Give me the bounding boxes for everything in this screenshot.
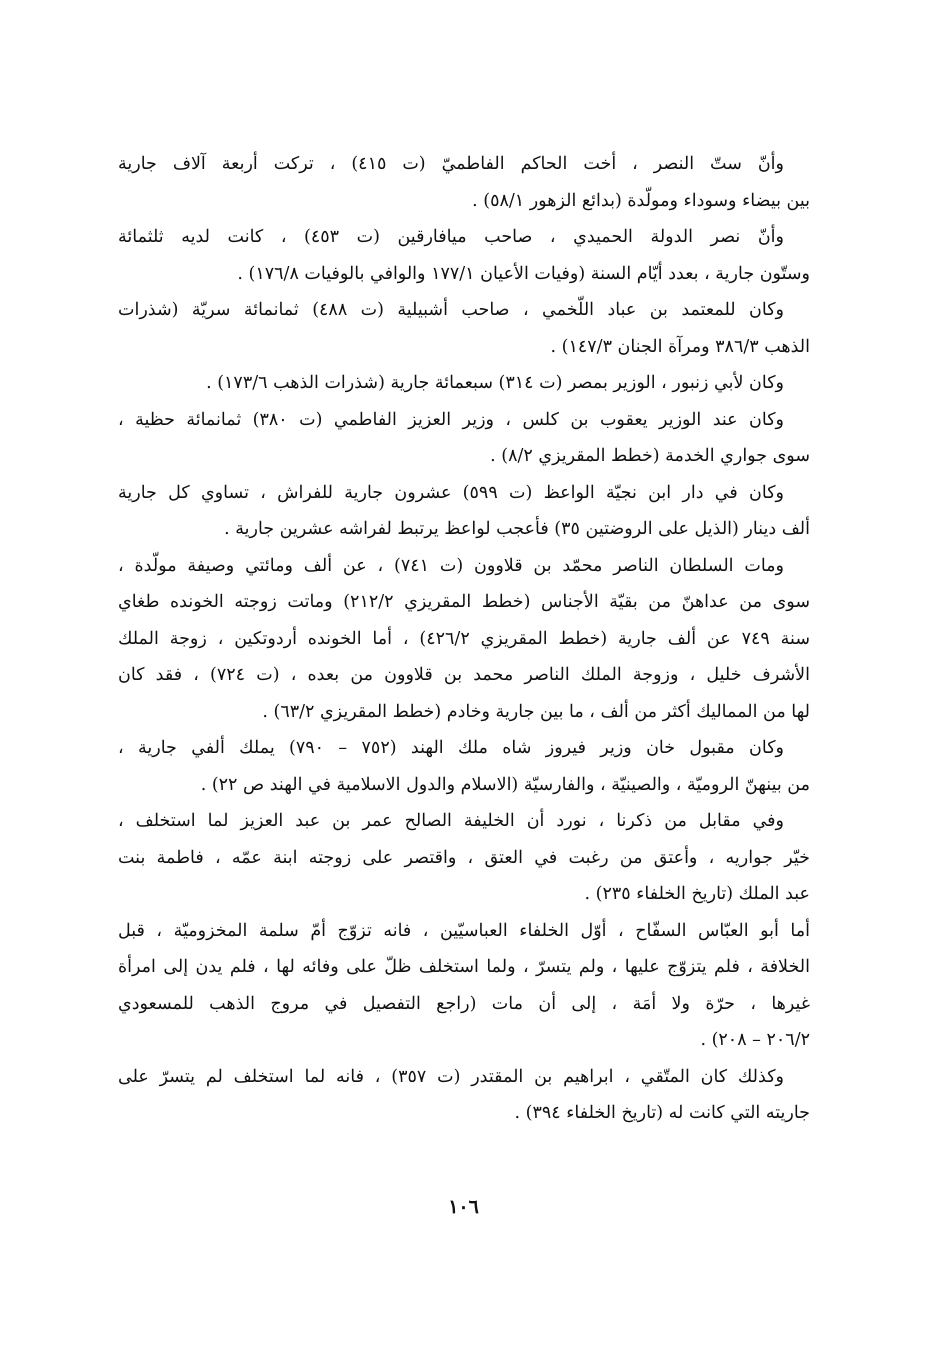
text-line: خيّر جواريه ، وأعتق من رغبت في العتق ، واقتصر على زوجته ابنة عمّه ، فاطمة بنت bbox=[118, 847, 810, 868]
text-line: وكان للمعتمد بن عباد اللّخمي ، صاحب أشبيلية (ت ٤٨٨) ثمانمائة سريّة (شذرات bbox=[118, 300, 784, 320]
text-line: وكان لأبي زنبور ، الوزير بمصر (ت ٣١٤) سبعمائة جارية (شذرات الذهب ١٧٣/٦) . bbox=[206, 373, 784, 393]
text-line: بين بيضاء وسوداء ومولّدة (بدائع الزهور ٥٨/١) . bbox=[472, 190, 810, 211]
text-line: ٢٠٦/٢ – ٢٠٨) . bbox=[700, 1030, 810, 1050]
text-line: ومات السلطان الناصر محمّد بن قلاوون (ت ٧٤١) ، عن ألف ومائتي وصيفة مولّدة ، bbox=[118, 555, 784, 576]
text-line: وكان عند الوزير يعقوب بن كلس ، وزير العزيز الفاطمي (ت ٣٨٠) ثمانمائة حظية ، bbox=[118, 409, 784, 430]
text-line: وكذلك كان المتّقي ، ابراهيم بن المقتدر (ت ٣٥٧) ، فانه لما استخلف لم يتسرّ على bbox=[118, 1066, 784, 1087]
text-line: وأنّ ستّ النصر ، أخت الحاكم الفاطميّ (ت ٤١٥) ، تركت أربعة آلاف جارية bbox=[118, 154, 784, 174]
text-line: وكان مقبول خان وزير فيروز شاه ملك الهند (٧٥٢ – ٧٩٠) يملك ألفي جارية ، bbox=[118, 738, 784, 758]
text-line: سوى من عداهنّ من بقيّة الأجناس (خطط المقريزي ٢١٢/٢) وماتت زوجته الخونده طغاي bbox=[118, 592, 810, 612]
text-line: الخلافة ، فلم يتزوّج عليها ، ولم يتسرّ ، ولما استخلف ظلّ على وفائه لها ، فلم يدن إلى امرأة bbox=[118, 957, 810, 977]
text-line: جاريته التي كانت له (تاريخ الخلفاء ٣٩٤) . bbox=[514, 1103, 810, 1123]
page-number: ١٠٦ bbox=[448, 1196, 479, 1218]
text-line: وأنّ نصر الدولة الحميدي ، صاحب ميافارقين (ت ٤٥٣) ، كانت لديه ثلثمائة bbox=[118, 227, 784, 247]
text-line: عبد الملك (تاريخ الخلفاء ٢٣٥) . bbox=[584, 884, 810, 904]
text-line: وكان في دار ابن نجيّة الواعظ (ت ٥٩٩) عشرون جارية للفراش ، تساوي كل جارية bbox=[118, 482, 784, 503]
text-line: وستّون جارية ، بعدد أيّام السنة (وفيات الأعيان ١٧٧/١ والوافي بالوفيات ١٧٦/٨) . bbox=[237, 263, 810, 284]
text-line: الذهب ٣٨٦/٣ ومرآة الجنان ١٤٧/٣) . bbox=[550, 336, 810, 357]
text-line: وفي مقابل من ذكرنا ، نورد أن الخليفة الصالح عمر بن عبد العزيز لما استخلف ، bbox=[118, 811, 784, 831]
text-line: من بينهنّ الروميّة ، والصينيّة ، والفارسيّة (الاسلام والدول الاسلامية في الهند ص ٢٢) . bbox=[200, 774, 810, 795]
text-line: أما أبو العبّاس السفّاح ، أوّل الخلفاء العباسيّين ، فانه تزوّج أمّ سلمة المخزوميّة ، قبل bbox=[118, 920, 810, 941]
text-line: غيرها ، حرّة ولا أمَة ، إلى أن مات (راجع التفصيل في مروج الذهب للمسعودي bbox=[118, 993, 810, 1014]
text-line: الأشرف خليل ، وزوجة الملك الناصر محمد بن قلاوون من بعده ، (ت ٧٢٤) ، فقد كان bbox=[118, 665, 810, 685]
text-line: سنة ٧٤٩ عن ألف جارية (خطط المقريزي ٤٢٦/٢) ، أما الخونده أردوتكين ، زوجة الملك bbox=[118, 628, 810, 649]
text-line: لها من المماليك أكثر من ألف ، ما بين جارية وخادم (خطط المقريزي ٦٣/٢) . bbox=[262, 701, 810, 722]
body-text bbox=[118, 146, 810, 1132]
text-line: سوى جواري الخدمة (خطط المقريزي ٨/٢) . bbox=[490, 446, 810, 466]
text-line: ألف دينار (الذيل على الروضتين ٣٥) فأعجب لواعظ يرتبط لفراشه عشرين جارية . bbox=[224, 519, 810, 539]
